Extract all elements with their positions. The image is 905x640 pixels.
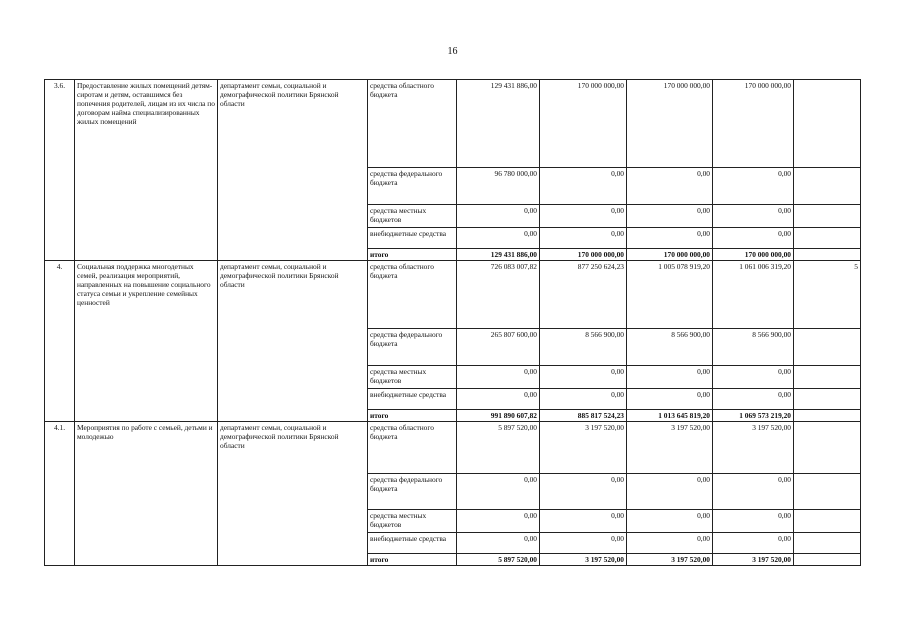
source-label: средства областного бюджета xyxy=(368,261,457,329)
source-label: внебюджетные средства xyxy=(368,228,457,249)
amount-cell: 0,00 xyxy=(540,389,627,410)
item-executor: департамент семьи, социальной и демографической политики Брянской области xyxy=(218,80,368,261)
source-label: средства федерального бюджета xyxy=(368,474,457,510)
amount-cell: 1 005 078 919,20 xyxy=(627,261,713,329)
item-name: Мероприятия по работе с семьей, детьми и молодежью xyxy=(75,422,218,566)
extra-cell xyxy=(794,389,861,410)
amount-cell: 8 566 900,00 xyxy=(713,329,794,366)
amount-cell: 5 897 520,00 xyxy=(457,422,540,474)
amount-cell: 3 197 520,00 xyxy=(713,422,794,474)
amount-cell: 1 061 006 319,20 xyxy=(713,261,794,329)
source-label: средства местных бюджетов xyxy=(368,366,457,389)
amount-cell: 0,00 xyxy=(540,366,627,389)
amount-cell: 885 817 524,23 xyxy=(540,410,627,422)
amount-cell: 0,00 xyxy=(627,533,713,554)
amount-cell: 8 566 900,00 xyxy=(540,329,627,366)
amount-cell: 0,00 xyxy=(540,474,627,510)
extra-cell xyxy=(794,410,861,422)
amount-cell: 0,00 xyxy=(627,474,713,510)
amount-cell: 0,00 xyxy=(627,389,713,410)
amount-cell: 265 807 600,00 xyxy=(457,329,540,366)
extra-cell xyxy=(794,422,861,474)
amount-cell: 3 197 520,00 xyxy=(540,554,627,566)
amount-cell: 0,00 xyxy=(540,205,627,228)
source-label: внебюджетные средства xyxy=(368,533,457,554)
extra-cell xyxy=(794,329,861,366)
extra-cell xyxy=(794,80,861,168)
amount-cell: 96 780 000,00 xyxy=(457,168,540,205)
source-label: средства федерального бюджета xyxy=(368,168,457,205)
amount-cell: 0,00 xyxy=(713,228,794,249)
amount-cell: 3 197 520,00 xyxy=(540,422,627,474)
source-row xyxy=(45,261,861,329)
amount-cell: 0,00 xyxy=(627,205,713,228)
item-executor: департамент семьи, социальной и демографической политики Брянской области xyxy=(218,261,368,422)
item-name: Предоставление жилых помещений детям-сиротам и детям, оставшимся без попечения родителей, лицам из их числа по договорам найма специализированных жилых помещений xyxy=(75,80,218,261)
source-label: итого xyxy=(368,410,457,422)
amount-cell: 170 000 000,00 xyxy=(627,80,713,168)
source-label: средства областного бюджета xyxy=(368,422,457,474)
amount-cell: 0,00 xyxy=(540,168,627,205)
amount-cell: 991 890 607,82 xyxy=(457,410,540,422)
source-row xyxy=(45,422,861,474)
amount-cell: 3 197 520,00 xyxy=(627,422,713,474)
extra-cell xyxy=(794,366,861,389)
amount-cell: 0,00 xyxy=(457,474,540,510)
amount-cell: 0,00 xyxy=(540,533,627,554)
source-label: средства областного бюджета xyxy=(368,80,457,168)
amount-cell: 0,00 xyxy=(713,389,794,410)
item-index: 3.6. xyxy=(45,80,75,261)
extra-cell: 5 xyxy=(794,261,861,329)
source-label: итого xyxy=(368,249,457,261)
source-label: средства федерального бюджета xyxy=(368,329,457,366)
amount-cell: 0,00 xyxy=(627,168,713,205)
amount-cell: 3 197 520,00 xyxy=(627,554,713,566)
page-number: 16 xyxy=(447,46,458,57)
extra-cell xyxy=(794,533,861,554)
extra-cell xyxy=(794,510,861,533)
amount-cell: 877 250 624,23 xyxy=(540,261,627,329)
amount-cell: 0,00 xyxy=(540,510,627,533)
budget-table xyxy=(44,79,861,566)
amount-cell: 0,00 xyxy=(457,533,540,554)
amount-cell: 0,00 xyxy=(457,205,540,228)
amount-cell: 170 000 000,00 xyxy=(713,249,794,261)
amount-cell: 5 897 520,00 xyxy=(457,554,540,566)
amount-cell: 1 069 573 219,20 xyxy=(713,410,794,422)
amount-cell: 0,00 xyxy=(713,510,794,533)
amount-cell: 170 000 000,00 xyxy=(627,249,713,261)
amount-cell: 0,00 xyxy=(713,366,794,389)
extra-cell xyxy=(794,205,861,228)
item-name: Социальная поддержка многодетных семей, реализация мероприятий, направленных на повышение социального статуса семьи и укрепление семейных ценностей xyxy=(75,261,218,422)
amount-cell: 8 566 900,00 xyxy=(627,329,713,366)
item-index: 4. xyxy=(45,261,75,422)
amount-cell: 726 083 007,82 xyxy=(457,261,540,329)
amount-cell: 0,00 xyxy=(457,510,540,533)
amount-cell: 0,00 xyxy=(627,228,713,249)
extra-cell xyxy=(794,474,861,510)
amount-cell: 170 000 000,00 xyxy=(540,80,627,168)
amount-cell: 170 000 000,00 xyxy=(713,80,794,168)
extra-cell xyxy=(794,168,861,205)
amount-cell: 129 431 886,00 xyxy=(457,80,540,168)
amount-cell: 0,00 xyxy=(713,205,794,228)
item-executor: департамент семьи, социальной и демографической политики Брянской области xyxy=(218,422,368,566)
amount-cell: 1 013 645 819,20 xyxy=(627,410,713,422)
item-index: 4.1. xyxy=(45,422,75,566)
amount-cell: 0,00 xyxy=(457,366,540,389)
source-label: средства местных бюджетов xyxy=(368,205,457,228)
amount-cell: 3 197 520,00 xyxy=(713,554,794,566)
source-label: внебюджетные средства xyxy=(368,389,457,410)
amount-cell: 0,00 xyxy=(713,533,794,554)
amount-cell: 0,00 xyxy=(713,168,794,205)
extra-cell xyxy=(794,249,861,261)
amount-cell: 0,00 xyxy=(627,366,713,389)
source-label: итого xyxy=(368,554,457,566)
amount-cell: 170 000 000,00 xyxy=(540,249,627,261)
amount-cell: 129 431 886,00 xyxy=(457,249,540,261)
extra-cell xyxy=(794,228,861,249)
extra-cell xyxy=(794,554,861,566)
amount-cell: 0,00 xyxy=(627,510,713,533)
amount-cell: 0,00 xyxy=(457,228,540,249)
amount-cell: 0,00 xyxy=(713,474,794,510)
amount-cell: 0,00 xyxy=(457,389,540,410)
source-row xyxy=(45,80,861,168)
amount-cell: 0,00 xyxy=(540,228,627,249)
source-label: средства местных бюджетов xyxy=(368,510,457,533)
